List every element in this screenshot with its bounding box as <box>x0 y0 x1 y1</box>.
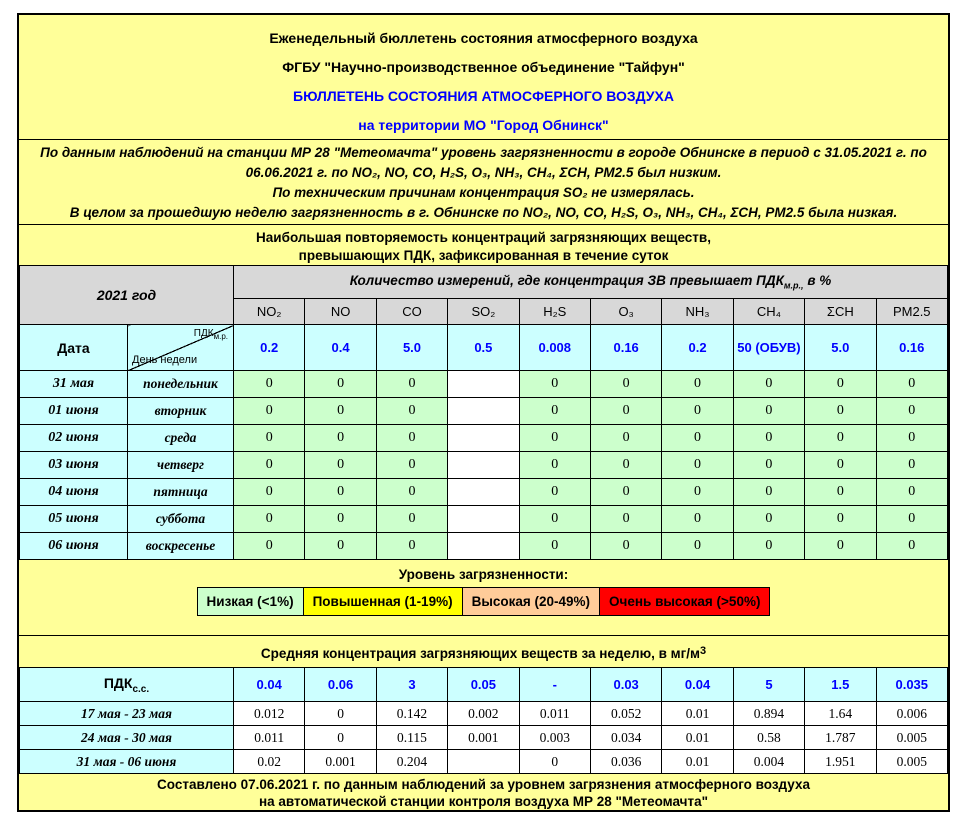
pollutant-header-cell: ΣCH <box>805 299 876 325</box>
avg-value-cell: 0.001 <box>448 726 519 750</box>
value-cell: 0 <box>733 398 804 425</box>
value-cell: 0 <box>519 479 590 506</box>
date-header-cell: Дата <box>20 325 128 371</box>
avg-value-cell: 0.034 <box>590 726 661 750</box>
avg-value-cell: 0.142 <box>376 702 447 726</box>
value-cell-empty <box>448 398 519 425</box>
avg-value-cell: 0.894 <box>733 702 804 726</box>
table-row <box>20 425 948 452</box>
bulletin-main-title: БЮЛЛЕТЕНЬ СОСТОЯНИЯ АТМОСФЕРНОГО ВОЗДУХА <box>293 88 674 104</box>
pdk-ss-prefix: ПДК <box>103 674 133 691</box>
pollutant-header-cell: NO <box>305 299 376 325</box>
table-row <box>20 398 948 425</box>
date-cell: 04 июня <box>20 479 128 506</box>
value-cell: 0 <box>590 533 661 560</box>
value-cell-empty <box>448 479 519 506</box>
value-cell: 0 <box>234 371 305 398</box>
table-row <box>20 479 948 506</box>
pdk-ss-value-cell: 0.04 <box>662 668 733 702</box>
table-row <box>20 452 948 479</box>
avg-value-cell: 1.787 <box>805 726 876 750</box>
value-cell: 0 <box>733 506 804 533</box>
table-row <box>20 702 948 726</box>
pollutant-header-cell: CH₄ <box>733 299 804 325</box>
legend-item-elevated: Повышенная (1-19%) <box>303 587 463 616</box>
value-cell-empty <box>448 371 519 398</box>
exceedance-title-line: превышающих ПДК, зафиксированная в течение суток <box>298 248 669 263</box>
territory-subtitle: на территории МО "Город Обнинск" <box>358 117 609 133</box>
pdk-mr-value-cell: 5.0 <box>376 325 447 371</box>
avg-title-superscript: 3 <box>700 645 707 657</box>
value-cell: 0 <box>876 506 947 533</box>
weekday-cell: воскресенье <box>128 533 234 560</box>
value-cell: 0 <box>662 398 733 425</box>
date-cell: 02 июня <box>20 425 128 452</box>
avg-title-text: Средняя концентрация загрязняющих веществ за неделю, в мг/м <box>260 646 701 661</box>
avg-value-cell: 0.005 <box>876 726 947 750</box>
value-cell: 0 <box>305 398 376 425</box>
pollutant-header-cell: CO <box>376 299 447 325</box>
value-cell: 0 <box>305 506 376 533</box>
value-cell: 0 <box>733 533 804 560</box>
legend-item-very-high: Очень высокая (>50%) <box>599 587 770 616</box>
pdk-mr-value-cell: 0.008 <box>519 325 590 371</box>
bulletin-footer <box>19 774 948 810</box>
measure-suffix: в % <box>803 273 832 289</box>
exceedance-table <box>19 265 948 560</box>
value-cell: 0 <box>733 425 804 452</box>
value-cell: 0 <box>305 479 376 506</box>
value-cell: 0 <box>805 425 876 452</box>
value-cell: 0 <box>519 533 590 560</box>
weekday-cell: вторник <box>128 398 234 425</box>
value-cell: 0 <box>805 452 876 479</box>
date-cell: 05 июня <box>20 506 128 533</box>
week-range-cell: 17 мая - 23 мая <box>20 702 234 726</box>
exceedance-table-title <box>19 224 948 265</box>
avg-value-cell: 0.01 <box>662 726 733 750</box>
pdk-mr-value-cell: 0.2 <box>234 325 305 371</box>
value-cell: 0 <box>234 506 305 533</box>
measurements-header-cell <box>234 266 948 299</box>
summary-line: По данным наблюдений на станции МР 28 "Метеомачта" уровень загрязненности в городе Обнинске в период с 31.05.2021 г. по <box>40 145 927 160</box>
pdk-mr-label: $ПДК_{м.р.}$ <box>193 328 228 341</box>
value-cell: 0 <box>376 371 447 398</box>
table-row <box>20 726 948 750</box>
avg-value-cell: 0.01 <box>662 702 733 726</box>
avg-value-cell: 1.64 <box>805 702 876 726</box>
weekday-cell: четверг <box>128 452 234 479</box>
pollutant-header-cell: NO₂ <box>234 299 305 325</box>
value-cell-empty <box>448 452 519 479</box>
avg-value-cell: 0.02 <box>234 750 305 774</box>
value-cell: 0 <box>590 452 661 479</box>
table-row <box>20 668 948 702</box>
value-cell: 0 <box>733 479 804 506</box>
weekday-label: День недели <box>132 354 198 366</box>
table-row <box>20 266 948 299</box>
value-cell: 0 <box>876 398 947 425</box>
measure-prefix: Количество измерений, где концентрация ЗВ превышает ПДК <box>349 273 784 289</box>
summary-line: По техническим причинам концентрация SO₂ не измерялась. <box>272 185 695 200</box>
date-cell: 03 июня <box>20 452 128 479</box>
avg-value-cell: 0.052 <box>590 702 661 726</box>
value-cell: 0 <box>590 398 661 425</box>
value-cell: 0 <box>876 533 947 560</box>
pdk-ss-sub: с.с. <box>132 683 150 695</box>
avg-value-cell: 0.012 <box>234 702 305 726</box>
value-cell: 0 <box>519 371 590 398</box>
pdk-mr-value-cell: 50 (ОБУВ) <box>733 325 804 371</box>
value-cell: 0 <box>805 371 876 398</box>
table-row <box>20 750 948 774</box>
table-row <box>20 371 948 398</box>
value-cell: 0 <box>805 479 876 506</box>
value-cell: 0 <box>876 452 947 479</box>
summary-line: В целом за прошедшую неделю загрязненность в г. Обнинске по NO₂, NO, CO, H₂S, O₃, NH₃, CH₄, ΣCH, PM2.5 была низкая. <box>69 205 898 220</box>
weekday-cell: пятница <box>128 479 234 506</box>
value-cell: 0 <box>590 506 661 533</box>
legend-title: Уровень загрязненности: <box>398 567 569 582</box>
weekly-avg-table <box>19 667 948 774</box>
value-cell: 0 <box>590 371 661 398</box>
pdk-ss-value-cell: 3 <box>376 668 447 702</box>
legend-item-high: Высокая (20-49%) <box>462 587 600 616</box>
avg-value-cell: 0.002 <box>448 702 519 726</box>
organization-name: ФГБУ "Научно-производственное объединение "Тайфун" <box>282 59 685 75</box>
value-cell: 0 <box>876 479 947 506</box>
pdk-mr-value-cell: 5.0 <box>805 325 876 371</box>
measure-sub: м.р., <box>783 280 804 291</box>
avg-value-cell: 0.001 <box>305 750 376 774</box>
value-cell: 0 <box>662 425 733 452</box>
value-cell: 0 <box>376 425 447 452</box>
value-cell-empty <box>448 506 519 533</box>
value-cell: 0 <box>805 533 876 560</box>
pdk-ss-value-cell: 0.05 <box>448 668 519 702</box>
pollutant-header-cell: PM2.5 <box>876 299 947 325</box>
value-cell: 0 <box>234 425 305 452</box>
table-row <box>20 533 948 560</box>
legend-row <box>19 587 948 616</box>
value-cell: 0 <box>376 533 447 560</box>
avg-value-cell: 0.006 <box>876 702 947 726</box>
avg-value-cell: 0.036 <box>590 750 661 774</box>
value-cell: 0 <box>376 479 447 506</box>
pdk-mr-value-cell: 0.16 <box>876 325 947 371</box>
bulletin-title-line: Еженедельный бюллетень состояния атмосферного воздуха <box>269 30 698 46</box>
exceedance-title-line: Наибольшая повторяемость концентраций загрязняющих веществ, <box>256 230 711 245</box>
avg-value-cell: 0.011 <box>234 726 305 750</box>
avg-value-cell: 0.005 <box>876 750 947 774</box>
value-cell: 0 <box>234 452 305 479</box>
value-cell: 0 <box>519 398 590 425</box>
pdk-ss-header-cell <box>20 668 234 702</box>
pdk-mr-value-cell: 0.5 <box>448 325 519 371</box>
pollutant-header-cell: O₃ <box>590 299 661 325</box>
pdk-mr-value-cell: 0.4 <box>305 325 376 371</box>
pollution-level-legend <box>19 560 948 635</box>
weekday-cell: среда <box>128 425 234 452</box>
value-cell: 0 <box>662 479 733 506</box>
value-cell: 0 <box>876 425 947 452</box>
weekday-cell: суббота <box>128 506 234 533</box>
value-cell: 0 <box>590 425 661 452</box>
bulletin-header <box>19 15 948 139</box>
value-cell: 0 <box>805 398 876 425</box>
value-cell: 0 <box>519 506 590 533</box>
value-cell: 0 <box>733 452 804 479</box>
value-cell-empty <box>448 425 519 452</box>
legend-item-low: Низкая (<1%) <box>197 587 304 616</box>
table-row <box>20 506 948 533</box>
pollutant-header-cell: NH₃ <box>662 299 733 325</box>
value-cell: 0 <box>305 452 376 479</box>
diagonal-header-cell <box>128 325 234 371</box>
pdk-mr-value-cell: 0.2 <box>662 325 733 371</box>
avg-value-cell-empty <box>448 750 519 774</box>
avg-value-cell: 0.204 <box>376 750 447 774</box>
avg-value-cell: 0.004 <box>733 750 804 774</box>
avg-value-cell: 0.115 <box>376 726 447 750</box>
value-cell: 0 <box>234 479 305 506</box>
footer-line: на автоматической станции контроля воздуха МР 28 "Метеомачта" <box>258 794 709 809</box>
weekday-cell: понедельник <box>128 371 234 398</box>
week-range-cell: 31 мая - 06 июня <box>20 750 234 774</box>
value-cell: 0 <box>519 452 590 479</box>
value-cell: 0 <box>662 452 733 479</box>
bulletin-sheet <box>17 13 950 812</box>
date-cell: 01 июня <box>20 398 128 425</box>
pollutant-header-cell: SO₂ <box>448 299 519 325</box>
pdk-ss-value-cell: 5 <box>733 668 804 702</box>
summary-line: 06.06.2021 г. по NO₂, NO, CO, H₂S, O₃, NH₃, CH₄, ΣCH, PM2.5 был низким. <box>245 165 722 180</box>
value-cell: 0 <box>662 371 733 398</box>
year-cell: 2021 год <box>20 266 234 325</box>
value-cell: 0 <box>376 506 447 533</box>
value-cell: 0 <box>234 533 305 560</box>
weekly-avg-table-title <box>19 635 948 667</box>
avg-value-cell: 0 <box>305 702 376 726</box>
date-cell: 31 мая <box>20 371 128 398</box>
avg-value-cell: 0.58 <box>733 726 804 750</box>
pdk-ss-value-cell: 1.5 <box>805 668 876 702</box>
value-cell: 0 <box>662 506 733 533</box>
pollutant-header-cell: H₂S <box>519 299 590 325</box>
value-cell: 0 <box>733 371 804 398</box>
avg-value-cell: 0 <box>305 726 376 750</box>
pdk-ss-value-cell: 0.06 <box>305 668 376 702</box>
week-range-cell: 24 мая - 30 мая <box>20 726 234 750</box>
value-cell: 0 <box>234 398 305 425</box>
summary-block <box>19 139 948 224</box>
pdk-ss-value-cell: 0.03 <box>590 668 661 702</box>
pdk-mr-value-cell: 0.16 <box>590 325 661 371</box>
date-cell: 06 июня <box>20 533 128 560</box>
pdk-ss-value-cell: 0.04 <box>234 668 305 702</box>
value-cell: 0 <box>376 398 447 425</box>
value-cell: 0 <box>662 533 733 560</box>
pdk-ss-value-cell: - <box>519 668 590 702</box>
table-row <box>20 325 948 371</box>
avg-value-cell: 1.951 <box>805 750 876 774</box>
value-cell: 0 <box>305 371 376 398</box>
pdk-ss-value-cell: 0.035 <box>876 668 947 702</box>
avg-value-cell: 0.003 <box>519 726 590 750</box>
value-cell: 0 <box>305 533 376 560</box>
footer-line: Составлено 07.06.2021 г. по данным наблюдений за уровнем загрязнения атмосферного воздуха <box>157 777 810 792</box>
value-cell: 0 <box>519 425 590 452</box>
value-cell: 0 <box>305 425 376 452</box>
avg-value-cell: 0 <box>519 750 590 774</box>
value-cell: 0 <box>376 452 447 479</box>
value-cell: 0 <box>876 371 947 398</box>
value-cell-empty <box>448 533 519 560</box>
value-cell: 0 <box>590 479 661 506</box>
avg-value-cell: 0.011 <box>519 702 590 726</box>
value-cell: 0 <box>805 506 876 533</box>
avg-value-cell: 0.01 <box>662 750 733 774</box>
